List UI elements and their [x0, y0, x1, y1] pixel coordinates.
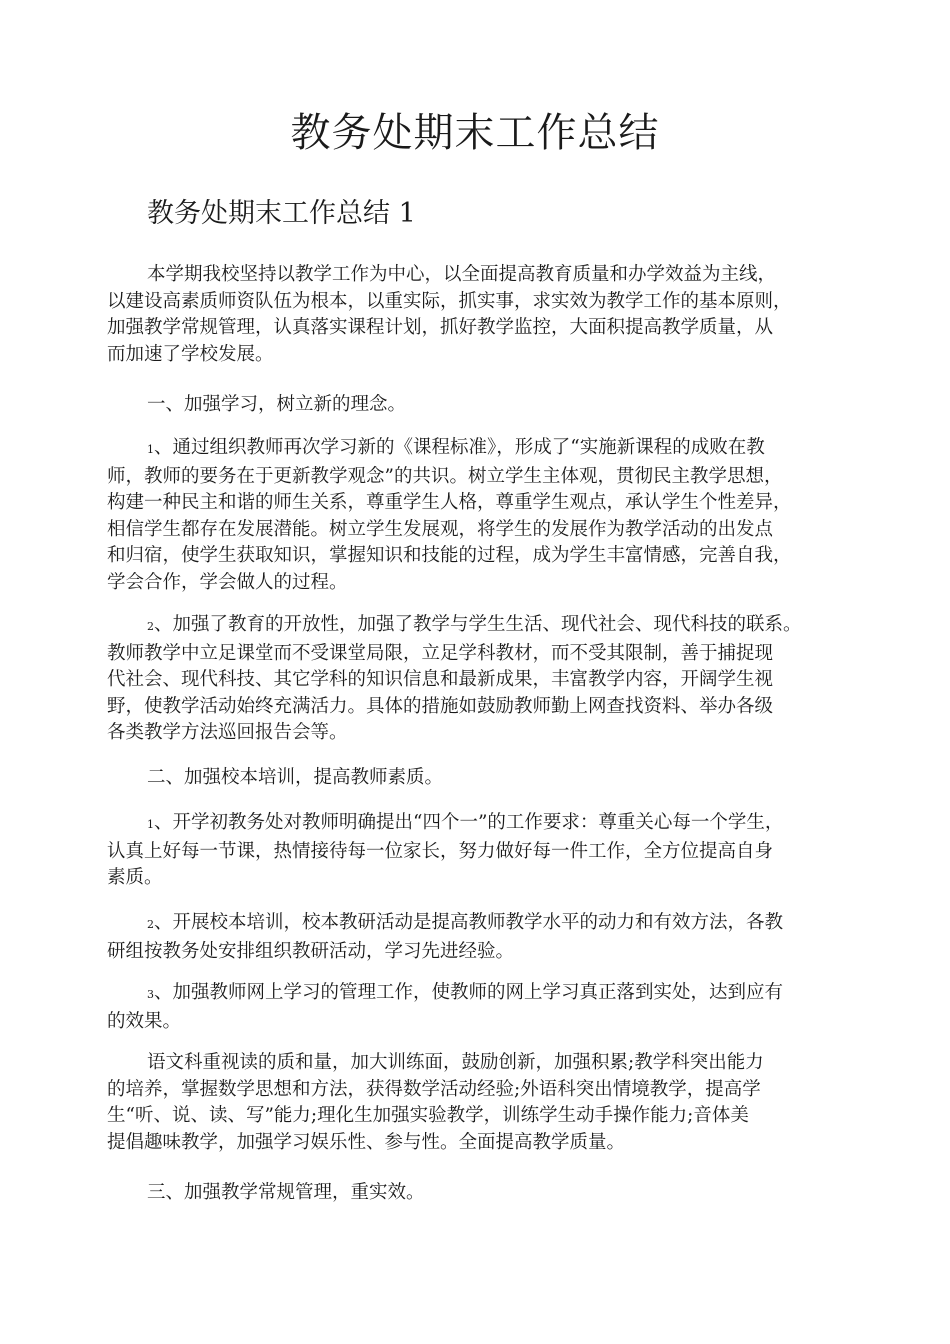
- paragraph-2-3: [107, 980, 867, 1035]
- text-line: 代社会、现代科技、其它学科的知识信息和最新成果，丰富教学内容，开阔学生视: [107, 669, 774, 690]
- item-number: 3: [147, 988, 154, 1001]
- text-line: 而加速了学校发展。: [107, 343, 274, 365]
- text-line: 野，使教学活动始终充满活力。具体的措施如鼓励教师勤上网查找资料、举办各级: [107, 695, 774, 717]
- heading-two: [107, 765, 867, 792]
- paragraph-1-2: [107, 612, 867, 747]
- text-line: 教师教学中立足课堂而不受课堂局限，立足学科教材，而不受其限制，善于捕捉现: [107, 642, 774, 664]
- text-line: 1、通过组织教师再次学习新的《课程标准》，形成了“实施新课程的成败在教: [147, 437, 765, 458]
- paragraph-2-1: [107, 810, 867, 892]
- item-number: 2: [147, 918, 154, 931]
- text-line: 三、加强教学常规管理，重实效。: [147, 1182, 425, 1203]
- document-title: 教务处期末工作总结: [290, 110, 660, 156]
- heading-three: [107, 1180, 867, 1207]
- text-line: 本学期我校坚持以教学工作为中心，以全面提高教育质量和办学效益为主线，: [147, 264, 777, 285]
- text-line: 以建设高素质师资队伍为根本，以重实际，抓实事，求实效为教学工作的基本原则，: [107, 290, 792, 312]
- paragraph-subjects: [107, 1050, 867, 1156]
- text-line: 的效果。: [107, 1010, 182, 1032]
- text-line: 二、加强校本培训，提高教师素质。: [147, 767, 444, 788]
- item-number: 1: [147, 443, 154, 456]
- text-line: 相信学生都存在发展潜能。树立学生发展观，将学生的发展作为教学活动的出发点: [107, 518, 774, 540]
- paragraph-1-1: [107, 435, 867, 596]
- text-line: 一、加强学习，树立新的理念。: [147, 394, 407, 415]
- text-line: 提倡趣味教学，加强学习娱乐性、参与性。全面提高教学质量。: [107, 1131, 626, 1153]
- item-number: 2: [147, 620, 154, 633]
- text-line: 研组按教务处安排组织教研活动，学习先进经验。: [107, 940, 515, 962]
- text-line: 3、加强教师网上学习的管理工作，使教师的网上学习真正落到实处，达到应有: [147, 982, 784, 1003]
- text-line: 师，教师的要务在于更新教学观念”的共识。树立学生主体观，贯彻民主教学思想，: [107, 465, 783, 487]
- text-line: 和归宿，使学生获取知识，掌握知识和技能的过程，成为学生丰富情感，完善自我，: [107, 545, 792, 566]
- text-line: 素质。: [107, 867, 163, 888]
- text-line: 1、开学初教务处对教师明确提出“四个一”的工作要求：尊重关心每一个学生，: [147, 812, 784, 833]
- paragraph-2-2: [107, 910, 867, 965]
- text-line: 加强教学常规管理，认真落实课程计划，抓好教学监控，大面积提高教学质量，从: [107, 317, 774, 338]
- text-line: 构建一种民主和谐的师生关系，尊重学生人格，尊重学生观点，承认学生个性差异，: [107, 492, 792, 513]
- text-line: 语文科重视读的质和量，加大训练面，鼓励创新，加强积累;教学科突出能力: [147, 1052, 764, 1073]
- text-line: 认真上好每一节课，热情接待每一位家长，努力做好每一件工作，全方位提高自身: [107, 840, 774, 862]
- intro-paragraph: [107, 262, 867, 368]
- item-number: 1: [147, 818, 154, 831]
- text-line: 生“听、说、读、写”能力;理化生加强实验教学，训练学生动手操作能力;音体美: [107, 1105, 749, 1126]
- section-title: 教务处期末工作总结 1: [147, 198, 416, 229]
- text-line: 各类教学方法巡回报告会等。: [107, 722, 348, 743]
- text-line: 的培养，掌握数学思想和方法，获得数学活动经验;外语科突出情境教学，提高学: [107, 1078, 761, 1100]
- text-line: 2、加强了教育的开放性，加强了教学与学生生活、现代社会、现代科技的联系。: [147, 614, 802, 635]
- heading-one: [107, 392, 867, 419]
- text-line: 学会合作，学会做人的过程。: [107, 571, 348, 593]
- text-line: 2、开展校本培训，校本教研活动是提高教师教学水平的动力和有效方法，各教: [147, 912, 784, 933]
